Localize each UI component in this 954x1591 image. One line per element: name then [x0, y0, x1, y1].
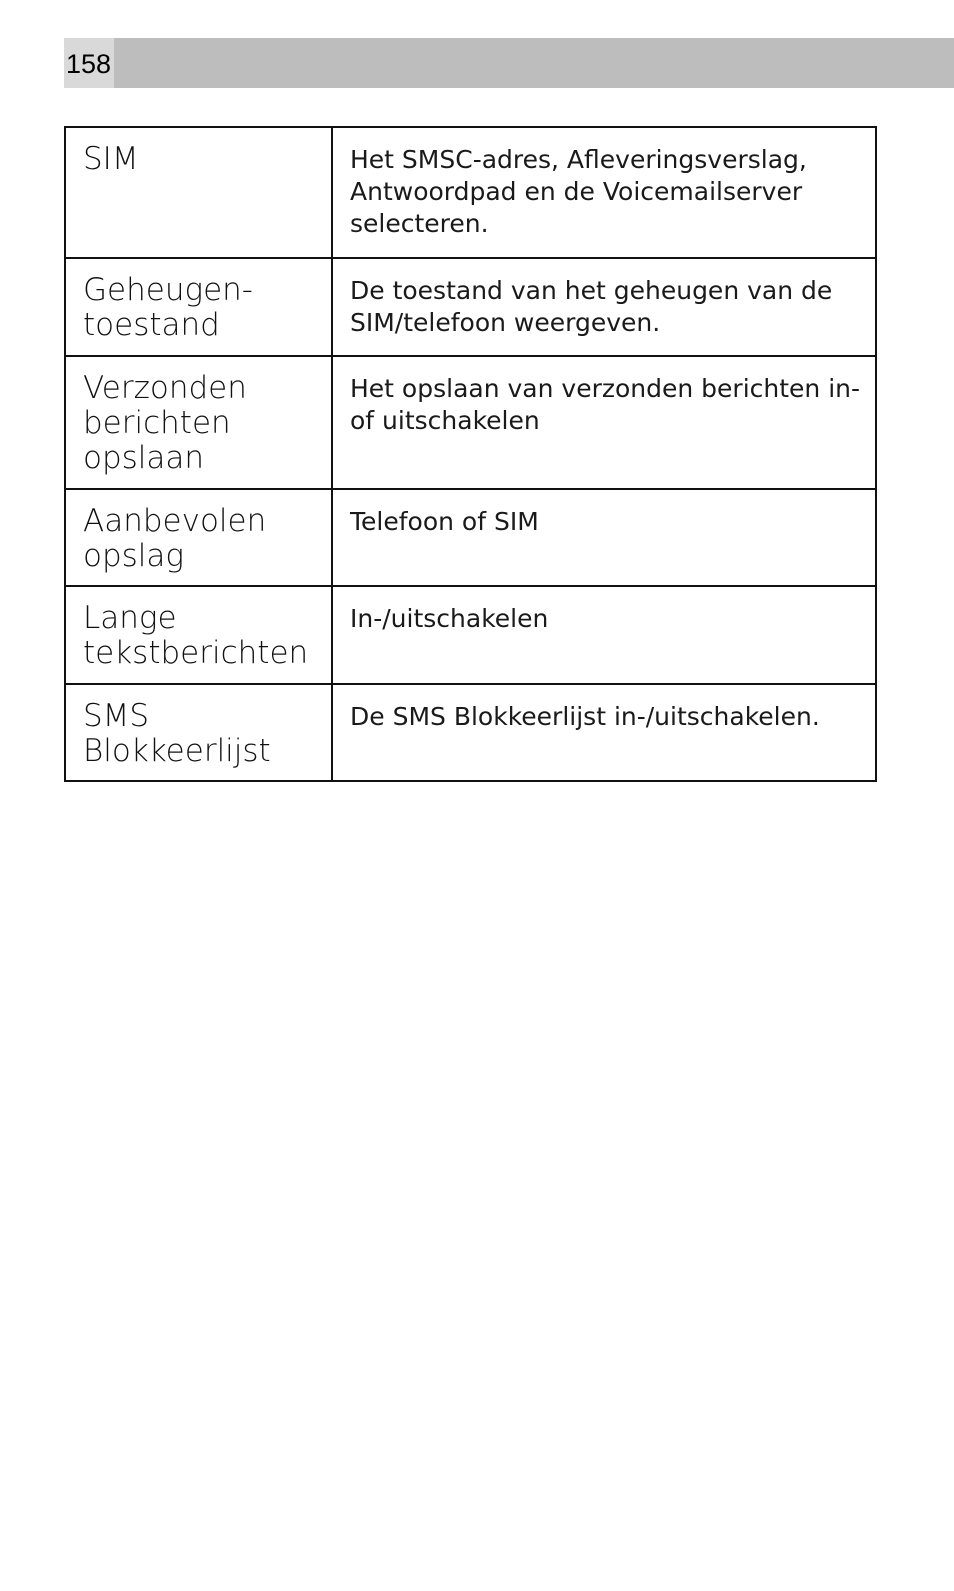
setting-label: Verzonden berichten opslaan — [65, 356, 332, 489]
sms-settings-table — [64, 126, 877, 782]
setting-description: De SMS Blokkeerlijst in-/uitschakelen. — [332, 684, 876, 781]
setting-description: Het opslaan van verzonden berichten in- of uitschakelen — [332, 356, 876, 489]
page-header-bar — [64, 38, 954, 88]
table-row — [65, 684, 876, 781]
table-row — [65, 586, 876, 684]
setting-label: Geheugen-toestand — [65, 258, 332, 356]
setting-description: Het SMSC-adres, Afleveringsverslag, Antwoordpad en de Voicemailserver selecteren. — [332, 127, 876, 258]
setting-label: Aanbevolen opslag — [65, 489, 332, 586]
setting-description: Telefoon of SIM — [332, 489, 876, 586]
table-row — [65, 127, 876, 258]
setting-label: Lange tekstberichten — [65, 586, 332, 684]
setting-label: SMS Blokkeerlijst — [65, 684, 332, 781]
page-number: 158 — [64, 38, 114, 88]
table-row — [65, 258, 876, 356]
setting-label: SIM — [65, 127, 332, 258]
table-row — [65, 489, 876, 586]
table-row — [65, 356, 876, 489]
setting-description: In-/uitschakelen — [332, 586, 876, 684]
setting-description: De toestand van het geheugen van de SIM/telefoon weergeven. — [332, 258, 876, 356]
